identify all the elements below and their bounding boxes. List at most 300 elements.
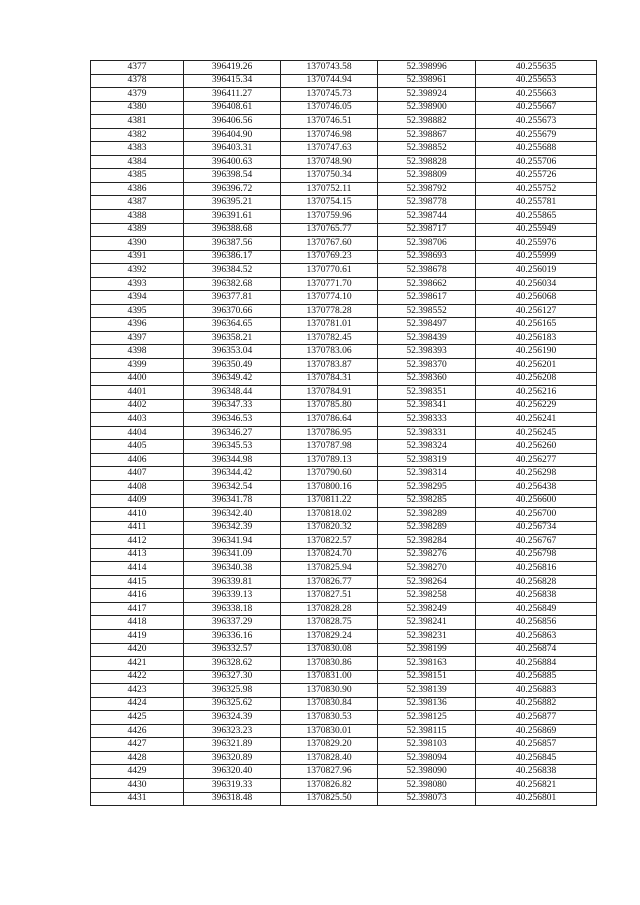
point-number-cell: 4426 <box>91 724 184 738</box>
y-coordinate-cell: 1370771.70 <box>281 277 378 291</box>
x-coordinate-cell: 396384.52 <box>184 264 281 278</box>
latitude-cell: 52.398090 <box>378 765 476 779</box>
x-coordinate-cell: 396321.89 <box>184 738 281 752</box>
table-row <box>91 291 597 305</box>
latitude-cell: 52.398778 <box>378 196 476 210</box>
y-coordinate-cell: 1370745.73 <box>281 88 378 102</box>
table-row <box>91 629 597 643</box>
point-number-cell: 4407 <box>91 467 184 481</box>
longitude-cell: 40.256216 <box>476 386 597 400</box>
latitude-cell: 52.398319 <box>378 453 476 467</box>
longitude-cell: 40.256828 <box>476 575 597 589</box>
x-coordinate-cell: 396339.13 <box>184 589 281 603</box>
point-number-cell: 4428 <box>91 751 184 765</box>
point-number-cell: 4377 <box>91 61 184 75</box>
longitude-cell: 40.256734 <box>476 521 597 535</box>
x-coordinate-cell: 396320.40 <box>184 765 281 779</box>
longitude-cell: 40.255663 <box>476 88 597 102</box>
table-row <box>91 169 597 183</box>
x-coordinate-cell: 396328.62 <box>184 657 281 671</box>
longitude-cell: 40.255673 <box>476 115 597 129</box>
latitude-cell: 52.398341 <box>378 399 476 413</box>
point-number-cell: 4403 <box>91 413 184 427</box>
point-number-cell: 4387 <box>91 196 184 210</box>
x-coordinate-cell: 396325.62 <box>184 697 281 711</box>
point-number-cell: 4405 <box>91 440 184 454</box>
longitude-cell: 40.256183 <box>476 331 597 345</box>
point-number-cell: 4393 <box>91 277 184 291</box>
latitude-cell: 52.398370 <box>378 359 476 373</box>
longitude-cell: 40.256241 <box>476 413 597 427</box>
y-coordinate-cell: 1370786.95 <box>281 426 378 440</box>
y-coordinate-cell: 1370746.98 <box>281 128 378 142</box>
longitude-cell: 40.255976 <box>476 237 597 251</box>
table-row <box>91 575 597 589</box>
longitude-cell: 40.256883 <box>476 684 597 698</box>
latitude-cell: 52.398351 <box>378 386 476 400</box>
latitude-cell: 52.398103 <box>378 738 476 752</box>
x-coordinate-cell: 396344.42 <box>184 467 281 481</box>
latitude-cell: 52.398706 <box>378 237 476 251</box>
point-number-cell: 4420 <box>91 643 184 657</box>
latitude-cell: 52.398852 <box>378 142 476 156</box>
latitude-cell: 52.398258 <box>378 589 476 603</box>
x-coordinate-cell: 396386.17 <box>184 250 281 264</box>
point-number-cell: 4381 <box>91 115 184 129</box>
x-coordinate-cell: 396338.18 <box>184 602 281 616</box>
longitude-cell: 40.256838 <box>476 589 597 603</box>
x-coordinate-cell: 396318.48 <box>184 792 281 806</box>
x-coordinate-cell: 396396.72 <box>184 182 281 196</box>
x-coordinate-cell: 396323.23 <box>184 724 281 738</box>
table-row <box>91 602 597 616</box>
table-row <box>91 331 597 345</box>
y-coordinate-cell: 1370830.08 <box>281 643 378 657</box>
point-number-cell: 4384 <box>91 155 184 169</box>
y-coordinate-cell: 1370830.86 <box>281 657 378 671</box>
table-row <box>91 684 597 698</box>
table-row <box>91 61 597 75</box>
latitude-cell: 52.398284 <box>378 535 476 549</box>
point-number-cell: 4425 <box>91 711 184 725</box>
y-coordinate-cell: 1370825.94 <box>281 562 378 576</box>
point-number-cell: 4394 <box>91 291 184 305</box>
latitude-cell: 52.398324 <box>378 440 476 454</box>
table-row <box>91 413 597 427</box>
table-row <box>91 643 597 657</box>
latitude-cell: 52.398924 <box>378 88 476 102</box>
y-coordinate-cell: 1370784.91 <box>281 386 378 400</box>
table-row <box>91 210 597 224</box>
y-coordinate-cell: 1370789.13 <box>281 453 378 467</box>
x-coordinate-cell: 396336.16 <box>184 629 281 643</box>
x-coordinate-cell: 396388.68 <box>184 223 281 237</box>
longitude-cell: 40.256260 <box>476 440 597 454</box>
table-row <box>91 562 597 576</box>
x-coordinate-cell: 396370.66 <box>184 304 281 318</box>
y-coordinate-cell: 1370770.61 <box>281 264 378 278</box>
table-row <box>91 142 597 156</box>
x-coordinate-cell: 396350.49 <box>184 359 281 373</box>
longitude-cell: 40.256798 <box>476 548 597 562</box>
x-coordinate-cell: 396320.89 <box>184 751 281 765</box>
x-coordinate-cell: 396387.56 <box>184 237 281 251</box>
table-row <box>91 724 597 738</box>
latitude-cell: 52.398882 <box>378 115 476 129</box>
y-coordinate-cell: 1370746.51 <box>281 115 378 129</box>
latitude-cell: 52.398276 <box>378 548 476 562</box>
y-coordinate-cell: 1370830.84 <box>281 697 378 711</box>
y-coordinate-cell: 1370765.77 <box>281 223 378 237</box>
longitude-cell: 40.255999 <box>476 250 597 264</box>
y-coordinate-cell: 1370829.20 <box>281 738 378 752</box>
longitude-cell: 40.256700 <box>476 508 597 522</box>
y-coordinate-cell: 1370827.96 <box>281 765 378 779</box>
longitude-cell: 40.256801 <box>476 792 597 806</box>
longitude-cell: 40.256190 <box>476 345 597 359</box>
table-row <box>91 480 597 494</box>
latitude-cell: 52.398744 <box>378 210 476 224</box>
table-row <box>91 399 597 413</box>
table-row <box>91 792 597 806</box>
point-number-cell: 4412 <box>91 535 184 549</box>
latitude-cell: 52.398199 <box>378 643 476 657</box>
y-coordinate-cell: 1370831.00 <box>281 670 378 684</box>
latitude-cell: 52.398125 <box>378 711 476 725</box>
table-row <box>91 318 597 332</box>
longitude-cell: 40.256165 <box>476 318 597 332</box>
x-coordinate-cell: 396346.27 <box>184 426 281 440</box>
latitude-cell: 52.398678 <box>378 264 476 278</box>
y-coordinate-cell: 1370829.24 <box>281 629 378 643</box>
point-number-cell: 4421 <box>91 657 184 671</box>
point-number-cell: 4409 <box>91 494 184 508</box>
table-row <box>91 345 597 359</box>
latitude-cell: 52.398264 <box>378 575 476 589</box>
table-row <box>91 548 597 562</box>
table-row <box>91 128 597 142</box>
x-coordinate-cell: 396415.34 <box>184 74 281 88</box>
point-number-cell: 4388 <box>91 210 184 224</box>
longitude-cell: 40.255635 <box>476 61 597 75</box>
longitude-cell: 40.255688 <box>476 142 597 156</box>
y-coordinate-cell: 1370744.94 <box>281 74 378 88</box>
longitude-cell: 40.256438 <box>476 480 597 494</box>
table-row <box>91 250 597 264</box>
table-row <box>91 386 597 400</box>
longitude-cell: 40.256845 <box>476 751 597 765</box>
y-coordinate-cell: 1370747.63 <box>281 142 378 156</box>
point-number-cell: 4382 <box>91 128 184 142</box>
longitude-cell: 40.256884 <box>476 657 597 671</box>
table-row <box>91 535 597 549</box>
point-number-cell: 4424 <box>91 697 184 711</box>
x-coordinate-cell: 396349.42 <box>184 372 281 386</box>
longitude-cell: 40.256838 <box>476 765 597 779</box>
longitude-cell: 40.256208 <box>476 372 597 386</box>
table-row <box>91 372 597 386</box>
longitude-cell: 40.256882 <box>476 697 597 711</box>
latitude-cell: 52.398900 <box>378 101 476 115</box>
point-number-cell: 4416 <box>91 589 184 603</box>
x-coordinate-cell: 396411.27 <box>184 88 281 102</box>
x-coordinate-cell: 396327.30 <box>184 670 281 684</box>
latitude-cell: 52.398289 <box>378 521 476 535</box>
table-row <box>91 508 597 522</box>
table-row <box>91 237 597 251</box>
point-number-cell: 4423 <box>91 684 184 698</box>
table-row <box>91 697 597 711</box>
y-coordinate-cell: 1370830.01 <box>281 724 378 738</box>
y-coordinate-cell: 1370830.53 <box>281 711 378 725</box>
x-coordinate-cell: 396341.94 <box>184 535 281 549</box>
latitude-cell: 52.398867 <box>378 128 476 142</box>
latitude-cell: 52.398809 <box>378 169 476 183</box>
y-coordinate-cell: 1370826.77 <box>281 575 378 589</box>
latitude-cell: 52.398270 <box>378 562 476 576</box>
latitude-cell: 52.398314 <box>378 467 476 481</box>
table-row <box>91 616 597 630</box>
point-number-cell: 4411 <box>91 521 184 535</box>
longitude-cell: 40.255679 <box>476 128 597 142</box>
latitude-cell: 52.398151 <box>378 670 476 684</box>
point-number-cell: 4397 <box>91 331 184 345</box>
latitude-cell: 52.398115 <box>378 724 476 738</box>
x-coordinate-cell: 396342.40 <box>184 508 281 522</box>
longitude-cell: 40.255949 <box>476 223 597 237</box>
x-coordinate-cell: 396347.33 <box>184 399 281 413</box>
table-row <box>91 115 597 129</box>
longitude-cell: 40.256127 <box>476 304 597 318</box>
longitude-cell: 40.255706 <box>476 155 597 169</box>
y-coordinate-cell: 1370828.28 <box>281 602 378 616</box>
longitude-cell: 40.256816 <box>476 562 597 576</box>
point-number-cell: 4386 <box>91 182 184 196</box>
point-number-cell: 4390 <box>91 237 184 251</box>
latitude-cell: 52.398617 <box>378 291 476 305</box>
latitude-cell: 52.398393 <box>378 345 476 359</box>
point-number-cell: 4398 <box>91 345 184 359</box>
longitude-cell: 40.255865 <box>476 210 597 224</box>
table-row <box>91 467 597 481</box>
y-coordinate-cell: 1370750.34 <box>281 169 378 183</box>
table-row <box>91 711 597 725</box>
longitude-cell: 40.256277 <box>476 453 597 467</box>
y-coordinate-cell: 1370759.96 <box>281 210 378 224</box>
latitude-cell: 52.398295 <box>378 480 476 494</box>
longitude-cell: 40.255726 <box>476 169 597 183</box>
x-coordinate-cell: 396341.78 <box>184 494 281 508</box>
table-row <box>91 589 597 603</box>
x-coordinate-cell: 396337.29 <box>184 616 281 630</box>
table-row <box>91 196 597 210</box>
longitude-cell: 40.256600 <box>476 494 597 508</box>
table-row <box>91 738 597 752</box>
longitude-cell: 40.256874 <box>476 643 597 657</box>
table-row <box>91 182 597 196</box>
point-number-cell: 4418 <box>91 616 184 630</box>
y-coordinate-cell: 1370743.58 <box>281 61 378 75</box>
x-coordinate-cell: 396346.53 <box>184 413 281 427</box>
x-coordinate-cell: 396400.63 <box>184 155 281 169</box>
table-row <box>91 751 597 765</box>
latitude-cell: 52.398249 <box>378 602 476 616</box>
x-coordinate-cell: 396340.38 <box>184 562 281 576</box>
latitude-cell: 52.398828 <box>378 155 476 169</box>
point-number-cell: 4402 <box>91 399 184 413</box>
longitude-cell: 40.256298 <box>476 467 597 481</box>
table-row <box>91 277 597 291</box>
y-coordinate-cell: 1370818.02 <box>281 508 378 522</box>
y-coordinate-cell: 1370754.15 <box>281 196 378 210</box>
y-coordinate-cell: 1370787.98 <box>281 440 378 454</box>
longitude-cell: 40.256068 <box>476 291 597 305</box>
table-row <box>91 521 597 535</box>
latitude-cell: 52.398285 <box>378 494 476 508</box>
x-coordinate-cell: 396339.81 <box>184 575 281 589</box>
longitude-cell: 40.256856 <box>476 616 597 630</box>
table-row <box>91 223 597 237</box>
longitude-cell: 40.256877 <box>476 711 597 725</box>
longitude-cell: 40.255653 <box>476 74 597 88</box>
x-coordinate-cell: 396319.33 <box>184 778 281 792</box>
table-row <box>91 778 597 792</box>
table-row <box>91 494 597 508</box>
x-coordinate-cell: 396419.26 <box>184 61 281 75</box>
point-number-cell: 4413 <box>91 548 184 562</box>
longitude-cell: 40.256201 <box>476 359 597 373</box>
latitude-cell: 52.398289 <box>378 508 476 522</box>
latitude-cell: 52.398163 <box>378 657 476 671</box>
point-number-cell: 4396 <box>91 318 184 332</box>
y-coordinate-cell: 1370767.60 <box>281 237 378 251</box>
table-row <box>91 453 597 467</box>
x-coordinate-cell: 396332.57 <box>184 643 281 657</box>
latitude-cell: 52.398139 <box>378 684 476 698</box>
y-coordinate-cell: 1370790.60 <box>281 467 378 481</box>
longitude-cell: 40.256229 <box>476 399 597 413</box>
point-number-cell: 4406 <box>91 453 184 467</box>
y-coordinate-cell: 1370748.90 <box>281 155 378 169</box>
point-number-cell: 4415 <box>91 575 184 589</box>
longitude-cell: 40.256885 <box>476 670 597 684</box>
y-coordinate-cell: 1370774.10 <box>281 291 378 305</box>
latitude-cell: 52.398439 <box>378 331 476 345</box>
point-number-cell: 4395 <box>91 304 184 318</box>
latitude-cell: 52.398241 <box>378 616 476 630</box>
y-coordinate-cell: 1370811.22 <box>281 494 378 508</box>
longitude-cell: 40.256767 <box>476 535 597 549</box>
latitude-cell: 52.398231 <box>378 629 476 643</box>
y-coordinate-cell: 1370769.23 <box>281 250 378 264</box>
y-coordinate-cell: 1370782.45 <box>281 331 378 345</box>
point-number-cell: 4431 <box>91 792 184 806</box>
latitude-cell: 52.398497 <box>378 318 476 332</box>
point-number-cell: 4380 <box>91 101 184 115</box>
x-coordinate-cell: 396324.39 <box>184 711 281 725</box>
y-coordinate-cell: 1370827.51 <box>281 589 378 603</box>
x-coordinate-cell: 396364.65 <box>184 318 281 332</box>
point-number-cell: 4392 <box>91 264 184 278</box>
longitude-cell: 40.255781 <box>476 196 597 210</box>
x-coordinate-cell: 396395.21 <box>184 196 281 210</box>
point-number-cell: 4399 <box>91 359 184 373</box>
y-coordinate-cell: 1370830.90 <box>281 684 378 698</box>
latitude-cell: 52.398331 <box>378 426 476 440</box>
coordinates-table-body <box>91 61 597 806</box>
table-row <box>91 155 597 169</box>
table-row <box>91 74 597 88</box>
point-number-cell: 4414 <box>91 562 184 576</box>
point-number-cell: 4378 <box>91 74 184 88</box>
coordinates-table <box>90 60 597 806</box>
point-number-cell: 4385 <box>91 169 184 183</box>
longitude-cell: 40.256869 <box>476 724 597 738</box>
table-row <box>91 88 597 102</box>
y-coordinate-cell: 1370785.80 <box>281 399 378 413</box>
x-coordinate-cell: 396406.56 <box>184 115 281 129</box>
y-coordinate-cell: 1370800.16 <box>281 480 378 494</box>
table-row <box>91 101 597 115</box>
latitude-cell: 52.398080 <box>378 778 476 792</box>
table-row <box>91 657 597 671</box>
latitude-cell: 52.398662 <box>378 277 476 291</box>
latitude-cell: 52.398693 <box>378 250 476 264</box>
longitude-cell: 40.256821 <box>476 778 597 792</box>
latitude-cell: 52.398360 <box>378 372 476 386</box>
latitude-cell: 52.398552 <box>378 304 476 318</box>
y-coordinate-cell: 1370820.32 <box>281 521 378 535</box>
x-coordinate-cell: 396382.68 <box>184 277 281 291</box>
point-number-cell: 4401 <box>91 386 184 400</box>
longitude-cell: 40.256034 <box>476 277 597 291</box>
longitude-cell: 40.256245 <box>476 426 597 440</box>
point-number-cell: 4430 <box>91 778 184 792</box>
point-number-cell: 4422 <box>91 670 184 684</box>
x-coordinate-cell: 396353.04 <box>184 345 281 359</box>
latitude-cell: 52.398136 <box>378 697 476 711</box>
latitude-cell: 52.398333 <box>378 413 476 427</box>
point-number-cell: 4400 <box>91 372 184 386</box>
x-coordinate-cell: 396398.54 <box>184 169 281 183</box>
point-number-cell: 4383 <box>91 142 184 156</box>
longitude-cell: 40.255667 <box>476 101 597 115</box>
latitude-cell: 52.398792 <box>378 182 476 196</box>
y-coordinate-cell: 1370828.40 <box>281 751 378 765</box>
x-coordinate-cell: 396377.81 <box>184 291 281 305</box>
y-coordinate-cell: 1370781.01 <box>281 318 378 332</box>
point-number-cell: 4379 <box>91 88 184 102</box>
x-coordinate-cell: 396342.39 <box>184 521 281 535</box>
point-number-cell: 4410 <box>91 508 184 522</box>
x-coordinate-cell: 396345.53 <box>184 440 281 454</box>
y-coordinate-cell: 1370783.87 <box>281 359 378 373</box>
longitude-cell: 40.256019 <box>476 264 597 278</box>
y-coordinate-cell: 1370822.57 <box>281 535 378 549</box>
y-coordinate-cell: 1370825.50 <box>281 792 378 806</box>
latitude-cell: 52.398961 <box>378 74 476 88</box>
x-coordinate-cell: 396325.98 <box>184 684 281 698</box>
table-row <box>91 359 597 373</box>
point-number-cell: 4427 <box>91 738 184 752</box>
x-coordinate-cell: 396358.21 <box>184 331 281 345</box>
table-row <box>91 440 597 454</box>
point-number-cell: 4429 <box>91 765 184 779</box>
table-row <box>91 304 597 318</box>
latitude-cell: 52.398996 <box>378 61 476 75</box>
table-row <box>91 765 597 779</box>
x-coordinate-cell: 396348.44 <box>184 386 281 400</box>
